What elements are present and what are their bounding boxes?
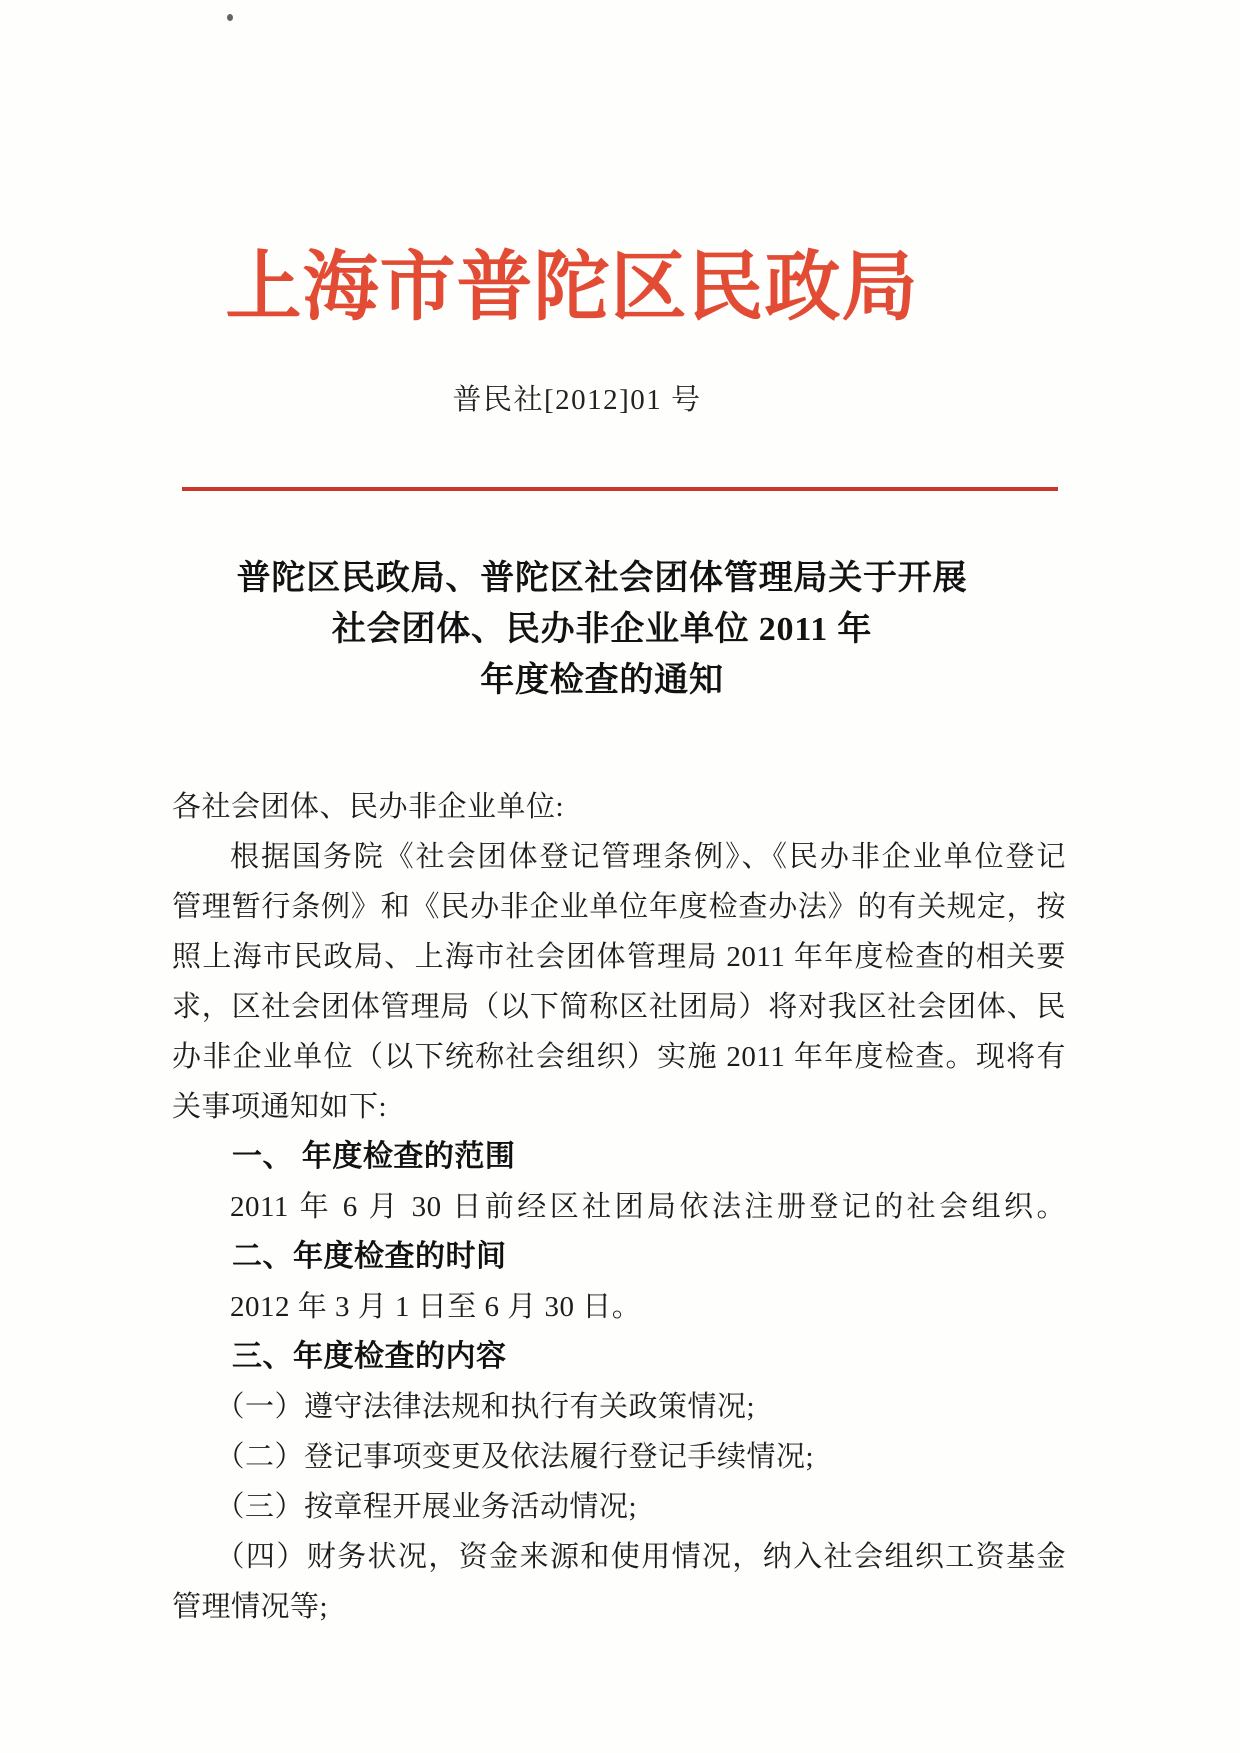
body-line: 管理情况等; [172, 1591, 329, 1623]
body-line: 照上海市民政局、上海市社会团体管理局 2011 年年度检查的相关要 [172, 941, 1066, 973]
section-heading: 三、年度检查的内容 [232, 1340, 507, 1373]
body-line: 管理暂行条例》和《民办非企业单位年度检查办法》的有关规定，按 [172, 891, 1066, 923]
body-line: （二）登记事项变更及依法履行登记手续情况; [215, 1441, 815, 1473]
body-line: 求，区社会团体管理局（以下简称区社团局）将对我区社会团体、民 [172, 991, 1066, 1023]
body-line: （一）遵守法律法规和执行有关政策情况; [215, 1391, 756, 1423]
body-line: 各社会团体、民办非企业单位: [172, 791, 565, 823]
letterhead-divider [182, 487, 1058, 491]
body-line: 2011 年 6 月 30 日前经区社团局依法注册登记的社会组织。 [230, 1191, 1066, 1223]
title-line-1: 普陀区民政局、普陀区社会团体管理局关于开展 [236, 560, 968, 597]
agency-name: 上海市普陀区民政局 [225, 246, 919, 330]
body-line: （四）财务状况，资金来源和使用情况，纳入社会组织工资基金 [215, 1541, 1066, 1573]
title-line-3: 年度检查的通知 [480, 662, 724, 699]
title-line-2: 社会团体、民办非企业单位 2011 年 [331, 611, 873, 648]
body-line: 办非企业单位（以下统称社会组织）实施 2011 年年度检查。现将有 [172, 1041, 1066, 1073]
document-body [172, 782, 1066, 1632]
section-heading: 一、 年度检查的范围 [232, 1140, 516, 1173]
scan-speck [227, 14, 233, 21]
body-line: 关事项通知如下: [172, 1091, 388, 1123]
body-line: 2012 年 3 月 1 日至 6 月 30 日。 [230, 1291, 642, 1323]
section-heading: 二、年度检查的时间 [232, 1240, 507, 1273]
body-line: （三）按章程开展业务活动情况; [215, 1491, 638, 1523]
body-line: 根据国务院《社会团体登记管理条例》、《民办非企业单位登记 [230, 841, 1066, 873]
document-title [0, 553, 1222, 706]
document-number: 普民社[2012]01 号 [452, 384, 702, 416]
